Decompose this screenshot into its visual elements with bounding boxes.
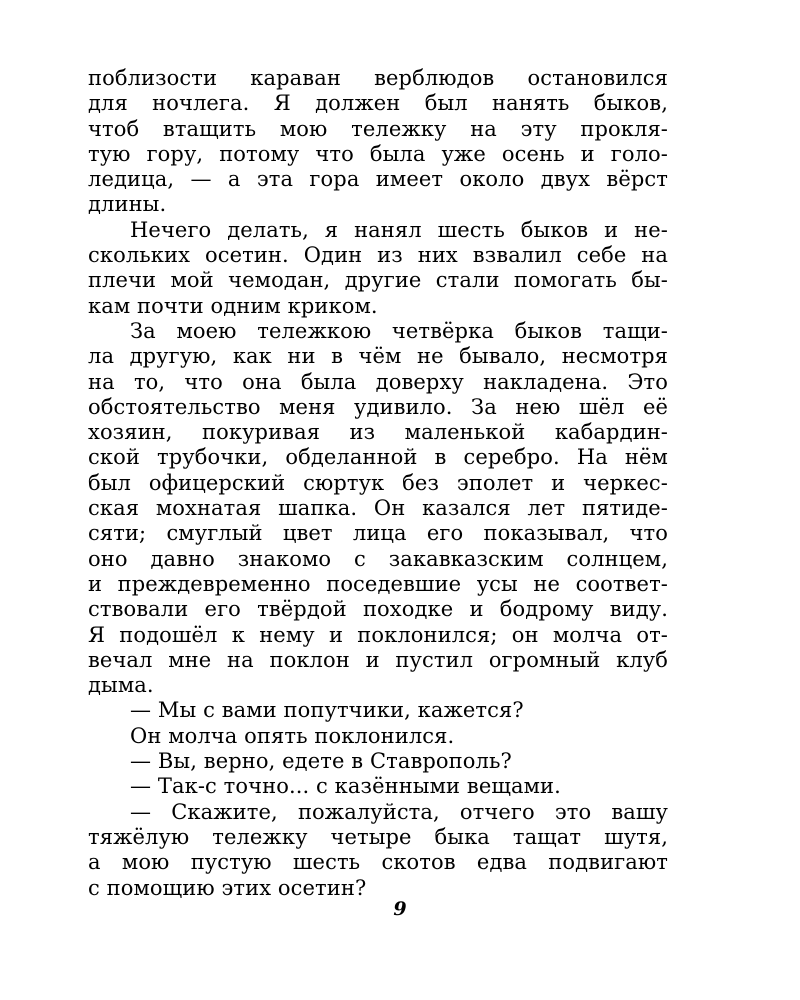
- text-line: вечал мне на поклон и пустил огромный клуб: [88, 647, 668, 672]
- text-line: За моею тележкою четвёрка быков тащи-: [130, 318, 668, 343]
- text-line: ла другую, как ни в чём не бывало, несмотря: [88, 344, 668, 369]
- text-line: ледица, — а эта гора имеет около двух вёрст: [88, 167, 668, 192]
- text-line: с помощию этих осетин?: [88, 875, 367, 900]
- text-line: плечи мой чемодан, другие стали помогать бы-: [88, 268, 668, 293]
- text-line: для ночлега. Я должен был нанять быков,: [88, 91, 668, 116]
- dialogue-line: — Мы с вами попутчики, кажется?: [130, 698, 524, 723]
- text-line: Я подошёл к нему и поклонился; он молча от-: [88, 622, 668, 647]
- text-line: оно давно знакомо с закавказским солнцем,: [88, 546, 668, 571]
- dialogue-line: — Так-с точно... с казёнными вещами.: [130, 774, 561, 799]
- text-line: ской трубочки, обделанной в серебро. На нём: [88, 445, 668, 470]
- text-line: тяжёлую тележку четыре быка тащат шутя,: [88, 824, 668, 849]
- text-line: скольких осетин. Один из них взвалил себе на: [88, 243, 668, 268]
- text-line: и преждевременно поседевшие усы не соответ-: [88, 571, 668, 596]
- text-line: Нечего делать, я нанял шесть быков и не-: [130, 217, 668, 242]
- dialogue-line: — Скажите, пожалуйста, отчего это вашу: [130, 799, 668, 824]
- page-number: 9: [393, 898, 407, 920]
- text-line: хозяин, покуривая из маленькой кабардин-: [88, 420, 668, 445]
- text-line: на то, что она была доверху накладена. Это: [88, 369, 668, 394]
- text-line: Он молча опять поклонился.: [130, 723, 455, 748]
- text-line: длины.: [88, 192, 167, 217]
- text-line: ствовали его твёрдой походке и бодрому виду.: [88, 597, 668, 622]
- text-line: дыма.: [88, 673, 154, 698]
- dialogue-line: — Вы, верно, едете в Ставрополь?: [130, 749, 512, 774]
- text-line: обстоятельство меня удивило. За нею шёл её: [88, 394, 668, 419]
- text-line: а мою пустую шесть скотов едва подвигают: [88, 850, 668, 875]
- text-body: [88, 66, 668, 901]
- text-line: тую гору, потому что была уже осень и голо-: [88, 141, 668, 166]
- text-line: сяти; смуглый цвет лица его показывал, что: [88, 521, 668, 546]
- text-line: ская мохнатая шапка. Он казался лет пятиде-: [88, 496, 668, 521]
- text-line: чтоб втащить мою тележку на эту прокля-: [88, 116, 668, 141]
- text-line: был офицерский сюртук без эполет и черкес-: [88, 470, 668, 495]
- text-line: поблизости караван верблюдов остановился: [88, 66, 668, 90]
- text-line: кам почти одним криком.: [88, 293, 378, 318]
